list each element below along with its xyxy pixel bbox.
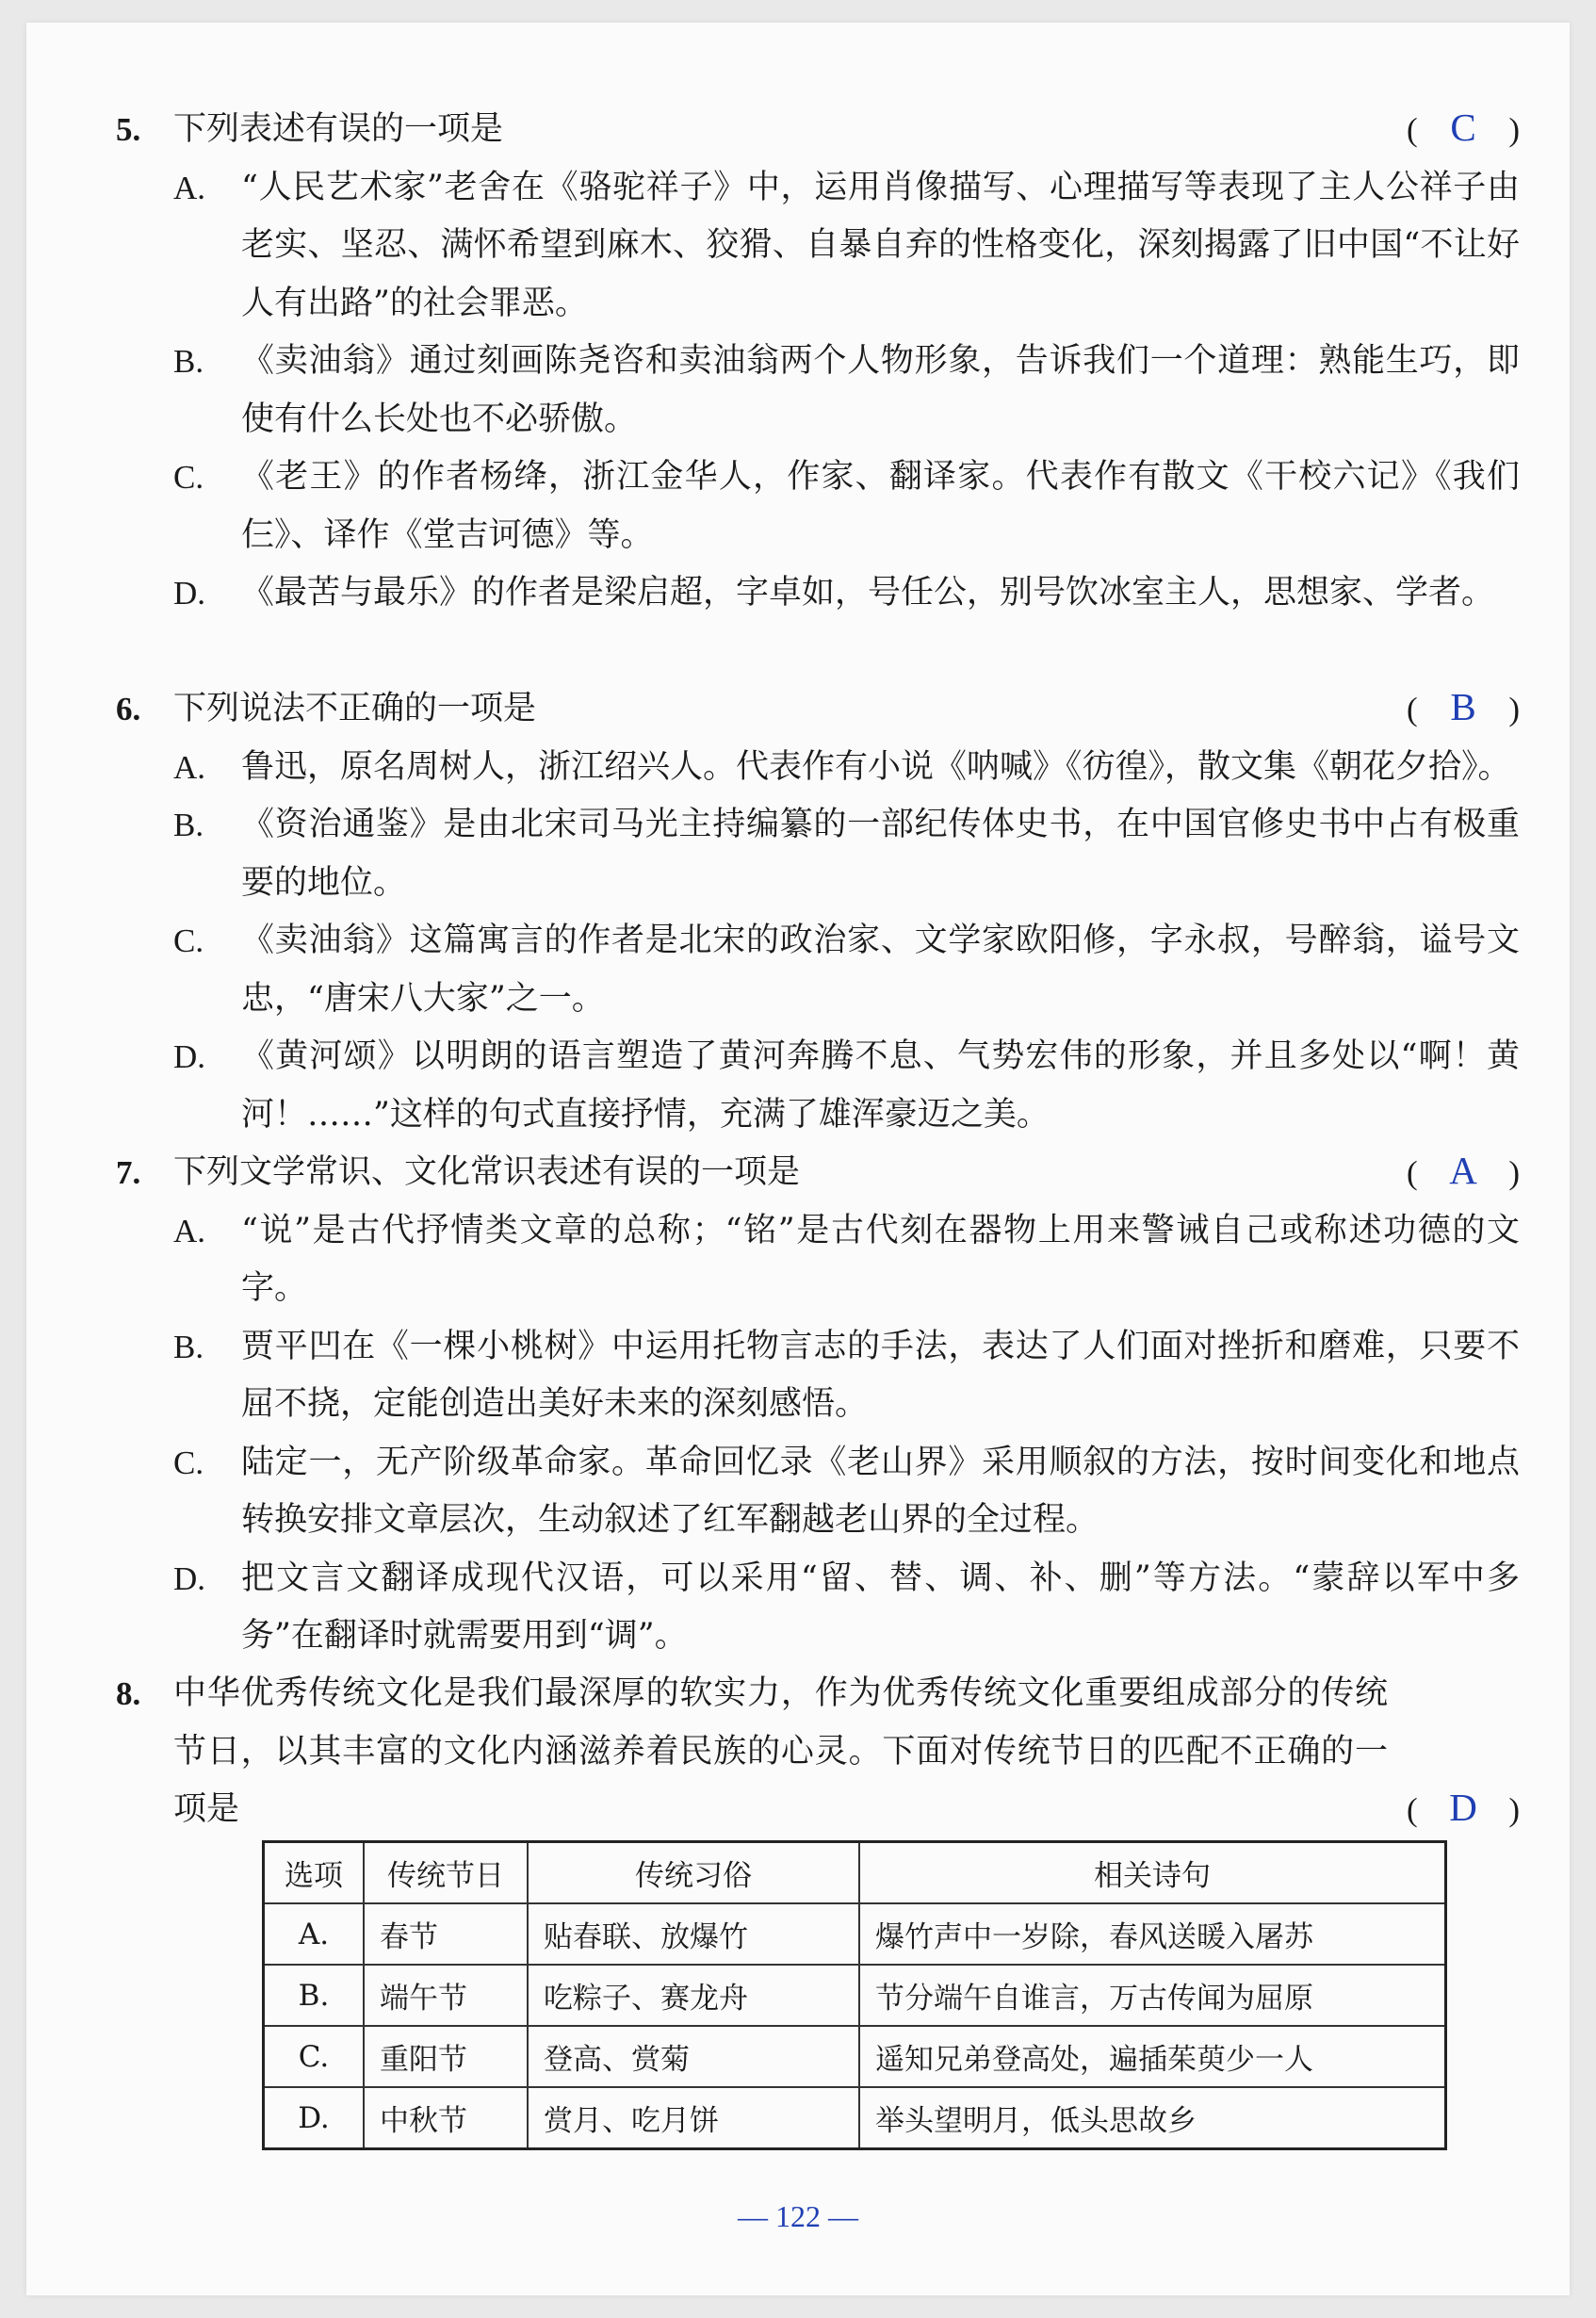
paren-left: ( xyxy=(1407,691,1418,727)
option-letter: C. xyxy=(173,1444,204,1481)
table-cell: 登高、赏菊 xyxy=(528,2026,859,2087)
paren-right: ) xyxy=(1508,1791,1520,1828)
table-cell: 贴春联、放爆竹 xyxy=(528,1903,859,1965)
option-letter: C. xyxy=(173,459,204,496)
question-stem: 下列说法不正确的一项是 xyxy=(173,690,537,727)
option-text: “说”是古代抒情类文章的总称；“铭”是古代刻在器物上用来警诫自己或称述功德的文字。 xyxy=(241,1211,1520,1307)
answer-mark: A xyxy=(1449,1149,1477,1192)
question-7 xyxy=(116,1144,1520,1666)
option-text: “人民艺术家”老舍在《骆驼祥子》中，运用肖像描写、心理描写等表现了主人公祥子由老实、坚忍、满怀希望到麻木、狡猾、自暴自弃的性格变化，深刻揭露了旧中国“不让好人有出路”的社会罪恶。 xyxy=(241,168,1520,322)
option-d xyxy=(173,564,1520,623)
question-stem: 下列文学常识、文化常识表述有误的一项是 xyxy=(173,1153,801,1191)
table-cell: 春节 xyxy=(364,1903,528,1965)
option-letter: C. xyxy=(173,922,204,959)
table-cell: 遥知兄弟登高处，遍插茱萸少一人 xyxy=(859,2026,1446,2087)
option-text: 陆定一，无产阶级革命家。革命回忆录《老山界》采用顺叙的方法，按时间变化和地点转换安排文章层次，生动叙述了红军翻越老山界的全过程。 xyxy=(241,1443,1520,1539)
table-cell: 赏月、吃月饼 xyxy=(528,2087,859,2149)
table-cell: 中秋节 xyxy=(364,2087,528,2149)
table-cell: 端午节 xyxy=(364,1965,528,2026)
option-text: 《老王》的作者杨绛，浙江金华人，作家、翻译家。代表作有散文《干校六记》《我们仨》、译作《堂吉诃德》等。 xyxy=(241,458,1520,554)
table-cell: A. xyxy=(264,1903,365,1965)
table-row xyxy=(264,2087,1446,2149)
table-header-row xyxy=(264,1842,1446,1904)
question-5 xyxy=(116,101,1520,623)
option-text: 《卖油翁》通过刻画陈尧咨和卖油翁两个人物形象，告诉我们一个道理：熟能生巧，即使有什么长处也不必骄傲。 xyxy=(241,342,1520,438)
question-6 xyxy=(116,680,1520,1144)
table-row xyxy=(264,1903,1446,1965)
table-cell: 爆竹声中一岁除，春风送暖入屠苏 xyxy=(859,1903,1446,1965)
option-letter: B. xyxy=(173,343,204,380)
option-c xyxy=(173,449,1520,564)
paren-right: ) xyxy=(1508,1154,1520,1191)
paren-left: ( xyxy=(1407,1791,1418,1828)
option-text: 把文言文翻译成现代汉语，可以采用“留、替、调、补、删”等方法。“蒙辞以军中多务”在翻译时就需要用到“调”。 xyxy=(241,1559,1520,1655)
question-stem: 下列表述有误的一项是 xyxy=(173,110,504,148)
table-header: 传统习俗 xyxy=(528,1842,859,1904)
table-cell: D. xyxy=(264,2087,365,2149)
answer-mark: C xyxy=(1450,106,1476,149)
option-letter: A. xyxy=(173,1212,206,1249)
option-a xyxy=(173,1202,1520,1318)
page xyxy=(26,23,1570,2295)
table-cell: 吃粽子、赛龙舟 xyxy=(528,1965,859,2026)
table-header: 相关诗句 xyxy=(859,1842,1446,1904)
option-letter: D. xyxy=(173,575,206,612)
paren-left: ( xyxy=(1407,1154,1418,1191)
festival-table xyxy=(262,1840,1447,2150)
option-text: 《资治通鉴》是由北宋司马光主持编纂的一部纪传体史书，在中国官修史书中占有极重要的地位。 xyxy=(241,806,1520,902)
option-letter: B. xyxy=(173,1328,204,1365)
table-cell: B. xyxy=(264,1965,365,2026)
option-c xyxy=(173,912,1520,1028)
paren-right: ) xyxy=(1508,691,1520,727)
option-b xyxy=(173,796,1520,912)
answer-mark: D xyxy=(1449,1786,1477,1829)
option-text: 《最苦与最乐》的作者是梁启超，字卓如，号任公，别号饮冰室主人，思想家、学者。 xyxy=(241,574,1495,612)
option-b xyxy=(173,1318,1520,1434)
page-number: — 122 — xyxy=(738,2199,858,2233)
option-a xyxy=(173,739,1520,797)
question-8 xyxy=(116,1665,1520,1839)
option-letter: D. xyxy=(173,1038,206,1075)
paren-left: ( xyxy=(1407,111,1418,148)
question-number: 6. xyxy=(116,691,141,727)
option-letter: D. xyxy=(173,1559,206,1597)
option-text: 鲁迅，原名周树人，浙江绍兴人。代表作有小说《呐喊》《彷徨》，散文集《朝花夕拾》。 xyxy=(241,747,1511,786)
option-a xyxy=(173,159,1520,334)
option-text: 《黄河颂》以明朗的语言塑造了黄河奔腾不息、气势宏伟的形象，并且多处以“啊！黄河！……”这样的句式直接抒情，充满了雄浑豪迈之美。 xyxy=(241,1037,1520,1134)
question-head xyxy=(116,1144,1520,1202)
question-head xyxy=(116,101,1520,159)
question-head xyxy=(116,1665,1520,1839)
option-text: 贾平凹在《一棵小桃树》中运用托物言志的手法，表达了人们面对挫折和磨难，只要不屈不挠，定能创造出美好未来的深刻感悟。 xyxy=(241,1327,1520,1423)
table-header: 选项 xyxy=(264,1842,365,1904)
option-letter: B. xyxy=(173,807,204,843)
answer-mark: B xyxy=(1450,685,1476,728)
table-cell: 节分端午自谁言，万古传闻为屈原 xyxy=(859,1965,1446,2026)
table-row xyxy=(264,1965,1446,2026)
option-letter: A. xyxy=(173,748,206,786)
question-number: 7. xyxy=(116,1154,141,1191)
table-cell: C. xyxy=(264,2026,365,2087)
option-d xyxy=(173,1028,1520,1144)
paren-right: ) xyxy=(1508,111,1520,148)
table-cell: 重阳节 xyxy=(364,2026,528,2087)
question-number: 5. xyxy=(116,111,141,148)
table-cell: 举头望明月，低头思故乡 xyxy=(859,2087,1446,2149)
option-text: 《卖油翁》这篇寓言的作者是北宋的政治家、文学家欧阳修，字永叔，号醉翁，谥号文忠，“唐宋八大家”之一。 xyxy=(241,922,1520,1018)
table-header: 传统节日 xyxy=(364,1842,528,1904)
question-stem: 中华优秀传统文化是我们最深厚的软实力，作为优秀传统文化重要组成部分的传统节日，以其丰富的文化内涵滋养着民族的心灵。下面对传统节日的匹配不正确的一项是 xyxy=(173,1674,1388,1828)
option-c xyxy=(173,1434,1520,1550)
question-head xyxy=(116,680,1520,739)
option-d xyxy=(173,1550,1520,1666)
question-number: 8. xyxy=(116,1675,141,1712)
option-b xyxy=(173,333,1520,449)
table-row xyxy=(264,2026,1446,2087)
option-letter: A. xyxy=(173,169,206,206)
